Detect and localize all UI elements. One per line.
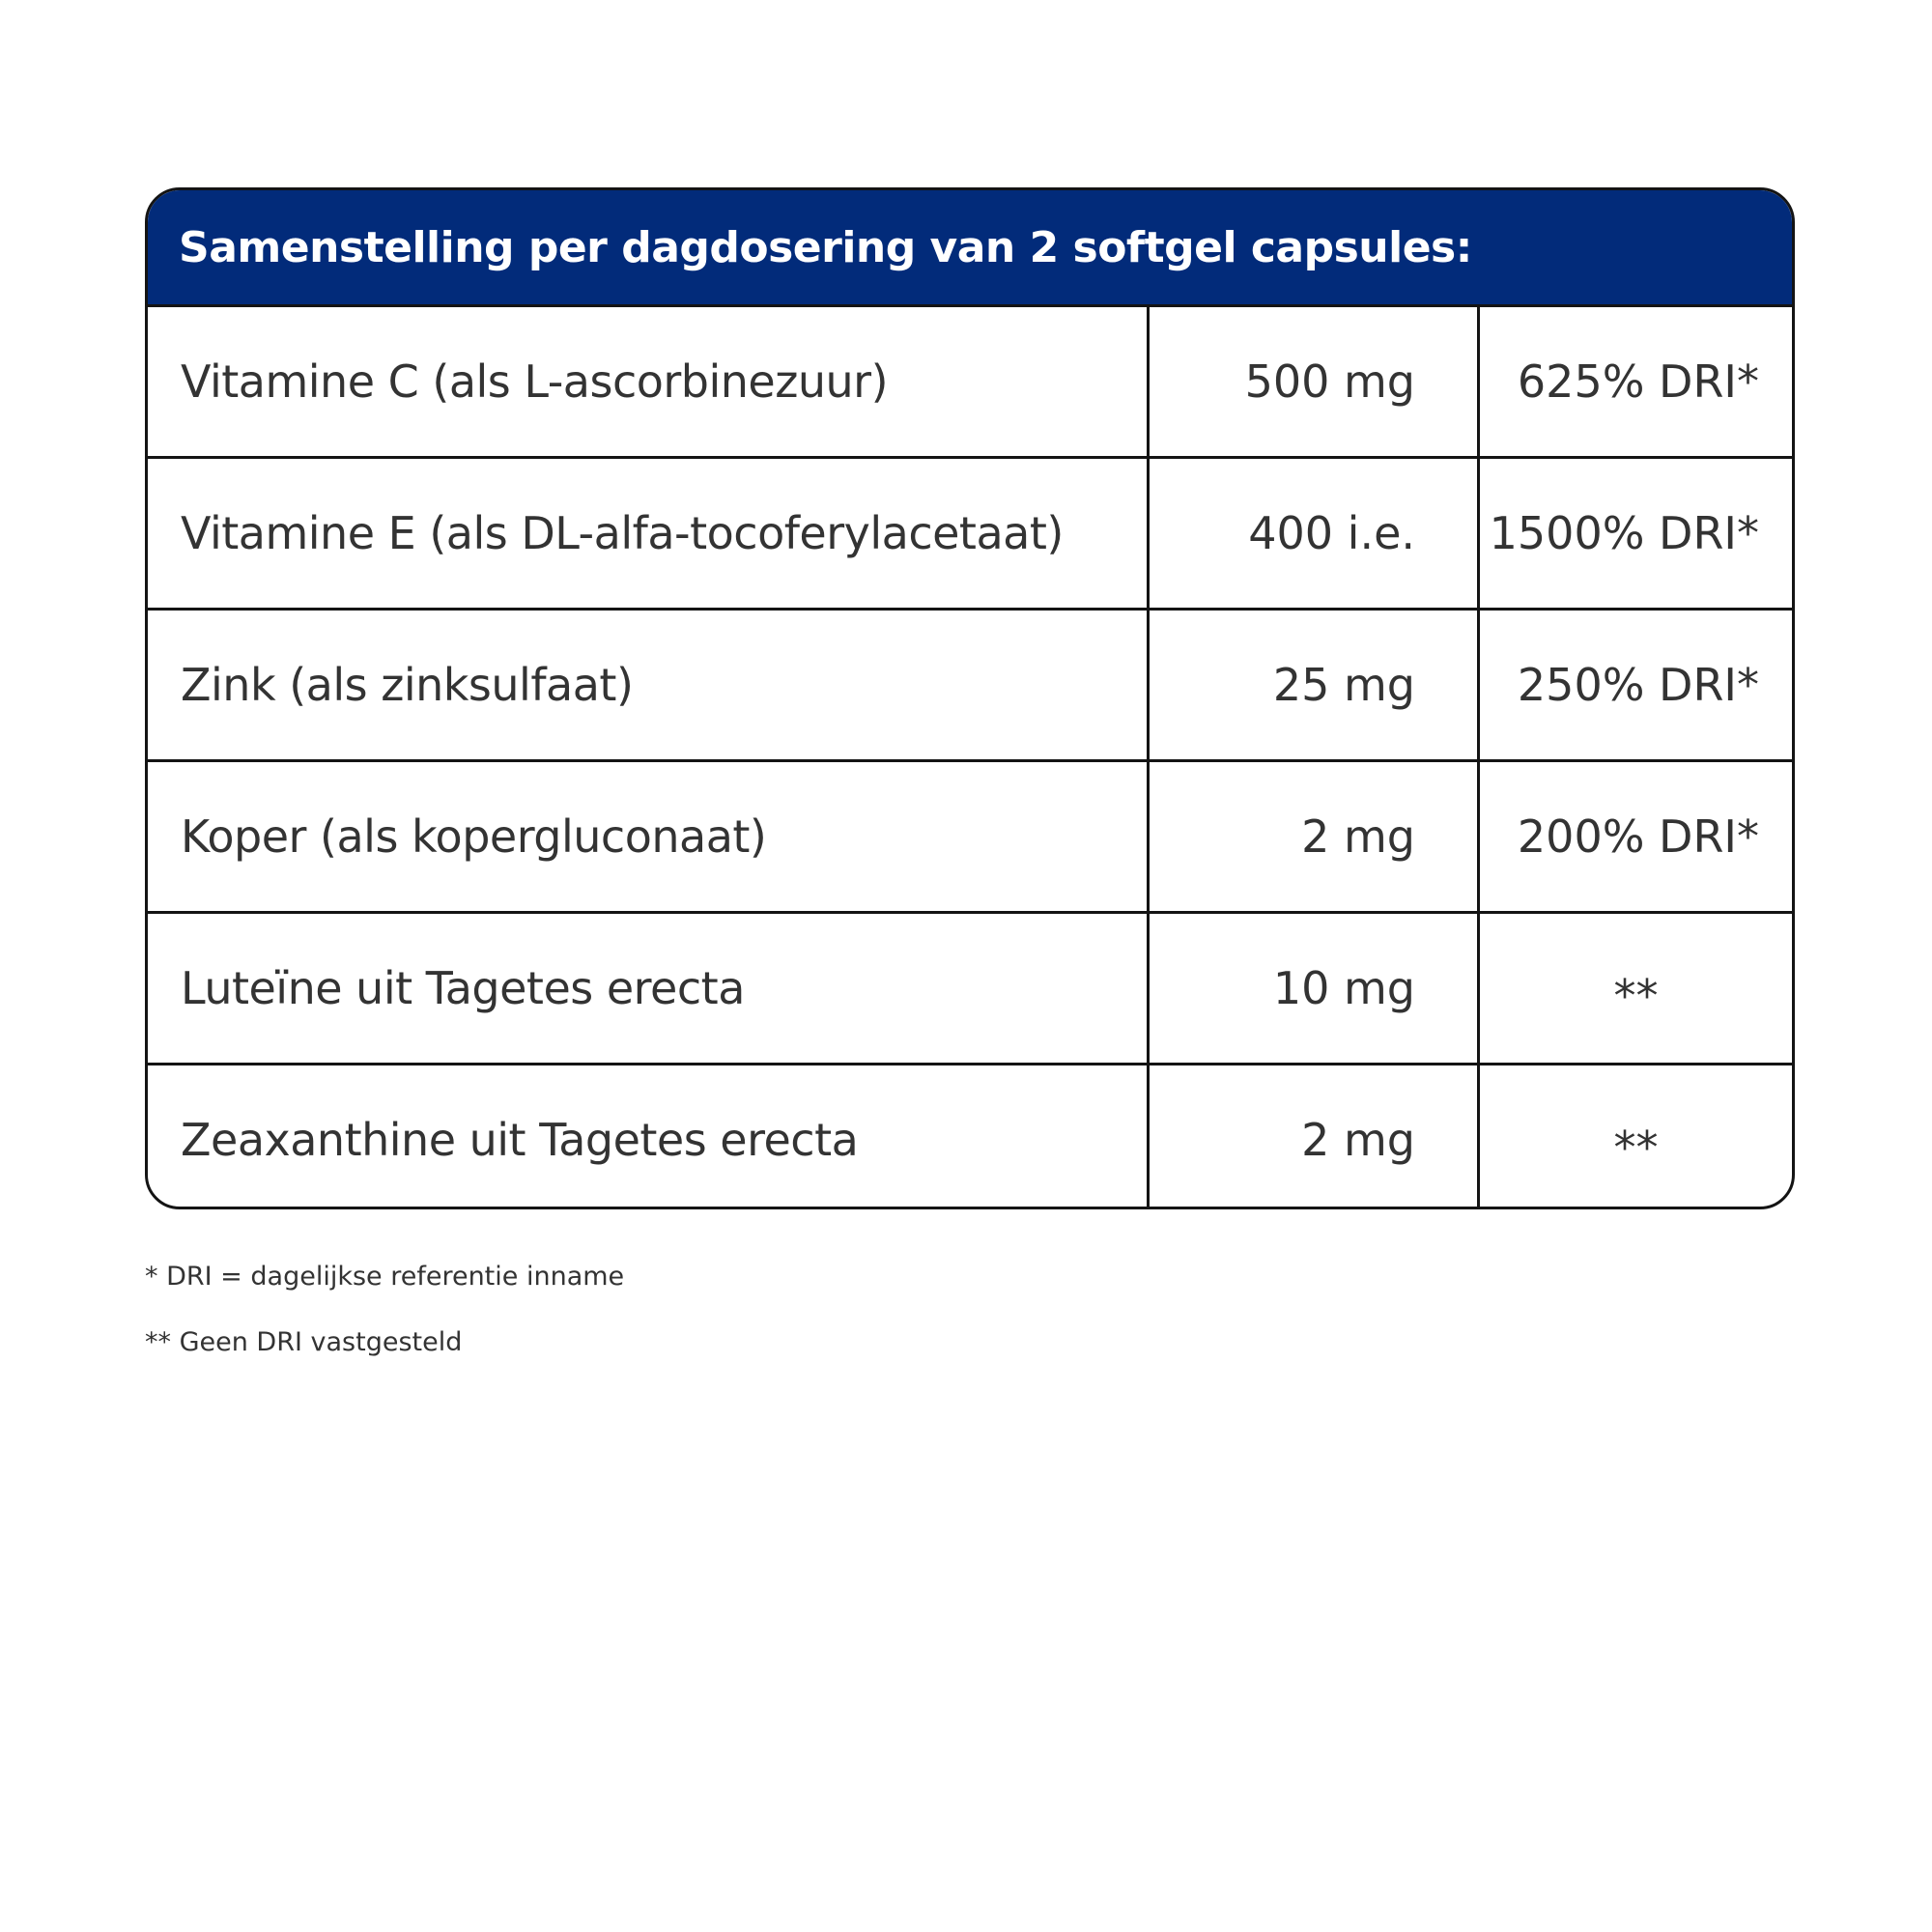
ingredient-amount: 10 mg [1150,914,1480,1063]
ingredient-name: Vitamine C (als L-ascorbinezuur) [148,307,1150,456]
ingredient-name: Koper (als kopergluconaat) [148,762,1150,911]
table-row [148,759,1792,911]
table-row [148,304,1792,456]
ingredient-amount: 2 mg [1150,1065,1480,1209]
ingredient-name: Zink (als zinksulfaat) [148,611,1150,759]
ingredient-dri: 200% DRI* [1517,810,1759,863]
ingredient-dri: ** [1613,1122,1659,1174]
table-title: Samenstelling per dagdosering van 2 softgel capsules: [148,190,1792,304]
ingredient-dri: 1500% DRI* [1489,507,1759,559]
ingredient-name: Vitamine E (als DL-alfa-tocoferylacetaat) [148,459,1150,608]
table-row [148,1063,1792,1209]
table-row [148,456,1792,608]
ingredient-amount: 400 i.e. [1150,459,1480,608]
table-row [148,608,1792,759]
footnotes [145,1261,624,1392]
footnote-no-dri: ** Geen DRI vastgesteld [145,1327,463,1357]
ingredient-amount: 25 mg [1150,611,1480,759]
ingredient-dri: 625% DRI* [1517,355,1759,408]
ingredient-name: Zeaxanthine uit Tagetes erecta [148,1065,1150,1209]
ingredient-dri: ** [1613,970,1659,1022]
footnote-dri: * DRI = dagelijkse referentie inname [145,1262,625,1292]
ingredient-amount: 500 mg [1150,307,1480,456]
ingredient-name: Luteïne uit Tagetes erecta [148,914,1150,1063]
table-row [148,911,1792,1063]
ingredient-dri: 250% DRI* [1517,659,1759,711]
composition-table [145,187,1795,1209]
ingredient-amount: 2 mg [1150,762,1480,911]
